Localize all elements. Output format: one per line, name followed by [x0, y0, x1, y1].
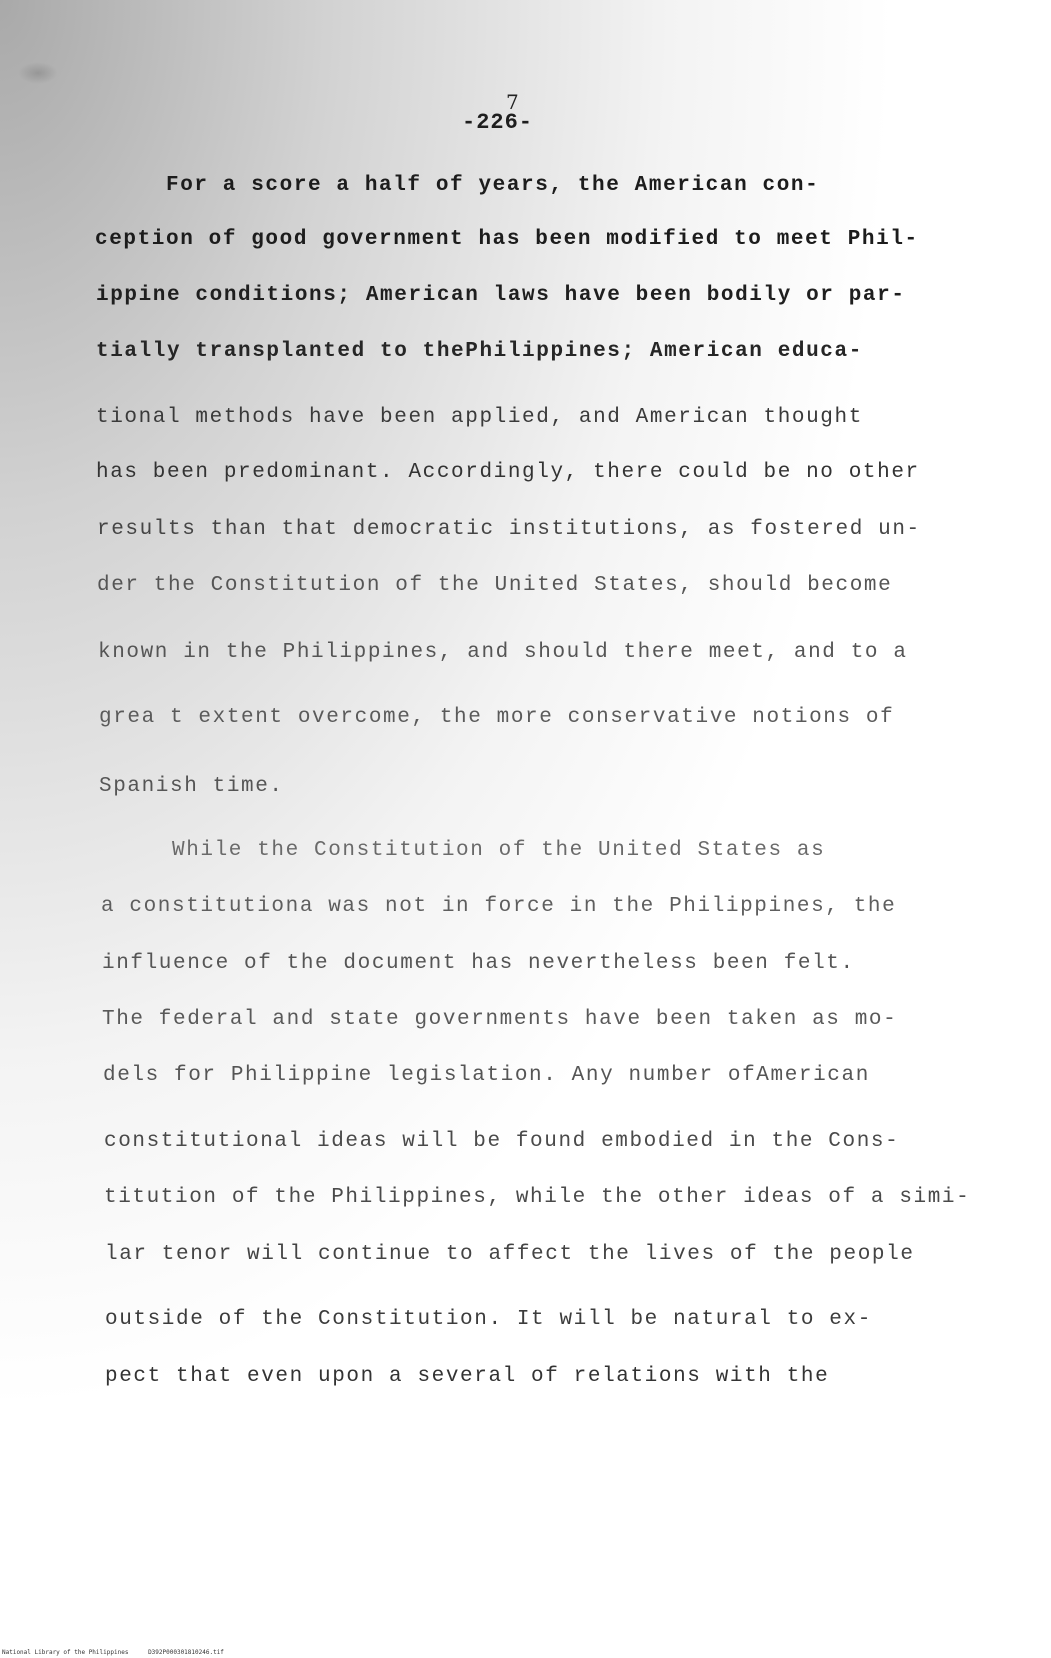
text-line: For a score a half of years, the American con-	[166, 174, 820, 197]
text-line: pect that even upon a several of relations with the	[105, 1365, 830, 1388]
text-line: influence of the document has nevertheless been felt.	[102, 952, 855, 975]
text-line: a constitutiona was not in force in the Philippines, the	[101, 895, 897, 918]
scan-smudge	[18, 62, 58, 84]
text-line: outside of the Constitution. It will be natural to ex-	[105, 1308, 872, 1331]
scan-footer	[2, 1649, 240, 1656]
text-line: While the Constitution of the United States as	[172, 839, 826, 862]
text-line: lar tenor will continue to affect the lives of the people	[105, 1243, 915, 1266]
text-line: known in the Philippines, and should there meet, and to a	[98, 641, 908, 664]
footer-library: National Library of the Philippines	[2, 1649, 129, 1656]
text-line: tially transplanted to thePhilippines; American educa-	[96, 340, 863, 363]
text-line: tional methods have been applied, and American thought	[96, 406, 863, 429]
text-line: ippine conditions; American laws have been bodily or par-	[96, 284, 906, 307]
page-number: -226-	[462, 110, 534, 135]
text-line: der the Constitution of the United States, should become	[97, 574, 893, 597]
footer-file-id: D392P000301810246.tif	[148, 1649, 224, 1656]
text-line: results than that democratic institutions, as fostered un-	[97, 518, 921, 541]
text-line: Spanish time.	[99, 775, 284, 798]
text-line: grea t extent overcome, the more conservative notions of	[99, 706, 895, 729]
text-line: titution of the Philippines, while the other ideas of a simi-	[104, 1186, 971, 1209]
page-number-correction: 7	[506, 90, 519, 114]
text-line: ception of good government has been modified to meet Phil-	[95, 228, 919, 251]
text-line: The federal and state governments have been taken as mo-	[102, 1008, 898, 1031]
text-line: dels for Philippine legislation. Any number ofAmerican	[103, 1064, 870, 1087]
text-line: constitutional ideas will be found embodied in the Cons-	[104, 1130, 900, 1153]
text-line: has been predominant. Accordingly, there could be no other	[96, 461, 920, 484]
